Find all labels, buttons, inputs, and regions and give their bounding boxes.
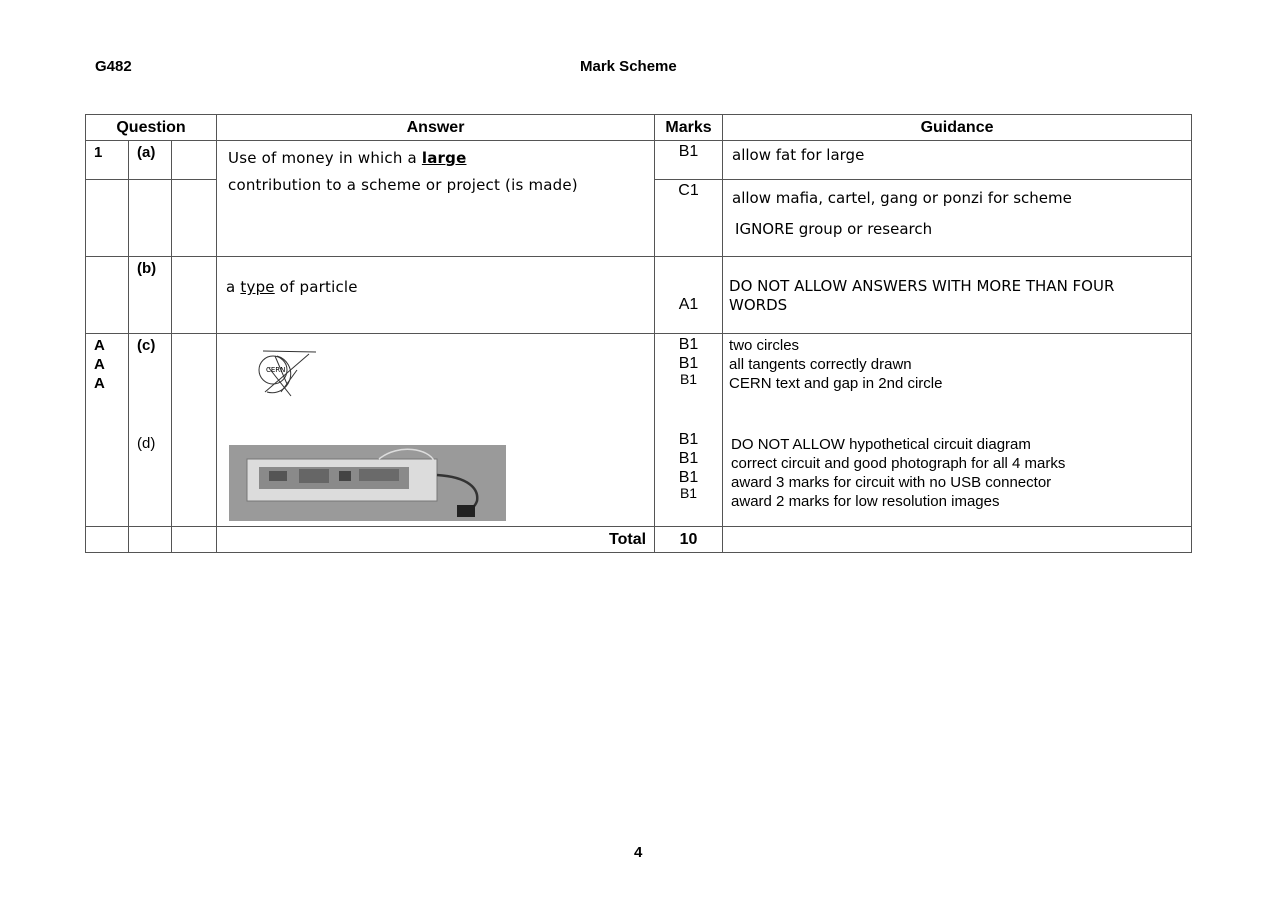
question-number: 1 bbox=[86, 141, 129, 180]
document-title: Mark Scheme bbox=[580, 58, 677, 75]
guidance-header: Guidance bbox=[723, 115, 1192, 141]
table-row bbox=[86, 257, 1192, 334]
mark: B1 bbox=[678, 431, 699, 448]
guidance-text: allow mafia, cartel, gang or ponzi for scheme bbox=[732, 189, 1072, 207]
circuit-board-image bbox=[229, 445, 506, 521]
total-row bbox=[86, 527, 1192, 553]
sketch-label: CERN bbox=[266, 366, 286, 374]
mark: C1 bbox=[655, 180, 723, 257]
answer-cell bbox=[217, 334, 655, 527]
answer-keyword: type bbox=[240, 278, 275, 296]
guidance-text: award 3 marks for circuit with no USB connector bbox=[731, 474, 1052, 491]
question-part: (c) bbox=[137, 337, 156, 354]
tangent-circles-sketch bbox=[253, 348, 363, 400]
mark: A1 bbox=[678, 296, 699, 313]
mark: B1 bbox=[678, 355, 699, 372]
question-header: Question bbox=[86, 115, 217, 141]
mark: B1 bbox=[679, 371, 698, 387]
document-code: G482 bbox=[95, 58, 132, 75]
answer-cell bbox=[217, 141, 655, 257]
question-letter: A bbox=[94, 337, 105, 354]
guidance-text: two circles bbox=[729, 337, 800, 354]
table-row bbox=[86, 334, 1192, 527]
answer-text: contribution to a scheme or project (is made) bbox=[228, 176, 578, 194]
guidance-text: allow fat for large bbox=[732, 146, 865, 164]
circuit-photograph bbox=[229, 445, 506, 521]
total-value: 10 bbox=[655, 527, 723, 553]
guidance-text: DO NOT ALLOW hypothetical circuit diagram bbox=[731, 436, 1031, 453]
guidance-text: correct circuit and good photograph for all 4 marks bbox=[731, 455, 1066, 472]
mark: B1 bbox=[679, 485, 698, 501]
answer-cell bbox=[217, 257, 655, 334]
page-number: 4 bbox=[634, 844, 643, 861]
guidance-text: CERN text and gap in 2nd circle bbox=[729, 375, 943, 392]
mark: B1 bbox=[678, 336, 699, 353]
total-label: Total bbox=[217, 527, 655, 553]
guidance-text: IGNORE group or research bbox=[735, 220, 933, 238]
answer-text: a type of particle bbox=[226, 278, 358, 296]
answer-text: Use of money in which a large bbox=[228, 149, 467, 167]
mark: B1 bbox=[678, 469, 699, 486]
table-row bbox=[86, 141, 1192, 180]
mark: B1 bbox=[655, 141, 723, 180]
answer-header: Answer bbox=[217, 115, 655, 141]
answer-keyword: large bbox=[421, 149, 467, 167]
mark: B1 bbox=[678, 450, 699, 467]
mark-scheme-table bbox=[85, 114, 1192, 553]
marks-header: Marks bbox=[655, 115, 723, 141]
table-header-row bbox=[86, 115, 1192, 141]
guidance-text: DO NOT ALLOW ANSWERS WITH MORE THAN FOUR WORDS bbox=[729, 277, 1115, 314]
guidance-text: all tangents correctly drawn bbox=[729, 356, 912, 373]
question-part: (a) bbox=[129, 141, 172, 180]
question-part: (d) bbox=[137, 435, 156, 452]
guidance-text: award 2 marks for low resolution images bbox=[731, 493, 1000, 510]
question-letter: A bbox=[94, 375, 105, 392]
question-part: (b) bbox=[129, 257, 172, 334]
question-letter: A bbox=[94, 356, 105, 373]
